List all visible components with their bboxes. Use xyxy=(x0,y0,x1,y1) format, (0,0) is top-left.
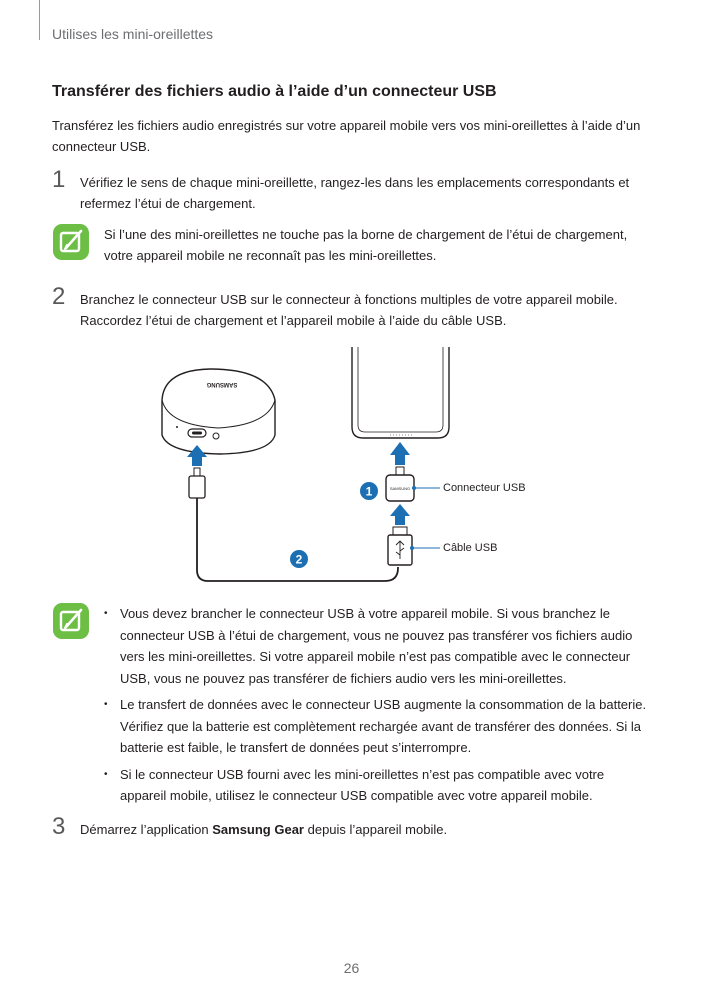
step-3-text-after: depuis l’appareil mobile. xyxy=(304,822,448,837)
usb-cable-label: Câble USB xyxy=(443,542,498,554)
arrow-up-icon xyxy=(390,504,410,525)
callout-1 xyxy=(360,482,378,500)
note-1-text: Si l’une des mini-oreillettes ne touche pas la borne de chargement de l’étui de chargement, votre appareil mobile ne reconnaît pas les mini-oreillettes. xyxy=(104,227,628,263)
step-3-text-before: Démarrez l’application xyxy=(80,822,213,837)
header-rule xyxy=(39,0,40,40)
charging-case-illustration xyxy=(162,369,275,454)
callout-1-label: 1 xyxy=(365,484,373,499)
mobile-phone-illustration xyxy=(352,347,449,438)
bullet-text: Vous devez brancher le connecteur USB à votre appareil mobile. Si vous branchez le connecteur USB à l’étui de chargement, vous ne pouvez pas transférer vos fichiers audio vers les mini-oreillettes. Si votre appareil mobile n’est pas compatible avec le connecteur USB, vous ne pouvez pas transférer de fichiers audio vers les mini-oreillettes. xyxy=(120,606,633,686)
usb-c-plug-illustration xyxy=(189,468,205,498)
section-header: Utilises les mini-oreillettes xyxy=(52,26,214,42)
note-2-bullet-list xyxy=(104,603,649,812)
step-2-number: 2 xyxy=(52,283,66,310)
usb-cable-plug-illustration xyxy=(388,527,412,565)
page-number: 26 xyxy=(343,960,360,976)
list-item: • Vous devez brancher le connecteur USB à votre appareil mobile. Si vous branchez le connecteur USB à l’étui de chargement, vous ne pouvez pas transférer vos fichiers audio vers les mini-oreillettes. Si votre appareil mobile n’est pas compatible avec le connecteur USB, vous ne pouvez pas transférer de fichiers audio vers les mini-oreillettes. xyxy=(104,606,633,686)
intro-paragraph: Transférez les fichiers audio enregistrés sur votre appareil mobile vers vos mini-oreillettes à l’aide d’un connecteur USB. xyxy=(52,118,641,154)
note-icon xyxy=(53,224,89,260)
arrow-up-icon xyxy=(390,442,410,465)
step-1-number: 1 xyxy=(52,166,66,193)
bullet-text: Le transfert de données avec le connecteur USB augmente la consommation de la batterie. Vérifiez que la batterie est complètement rechargée avant de transférer des données. Si la batterie est faible, le transfert de données peut s’interrompre. xyxy=(120,697,647,755)
page-title: Transférer des fichiers audio à l’aide d’un connecteur USB xyxy=(52,83,497,100)
callout-2 xyxy=(290,550,308,568)
usb-connector-illustration xyxy=(386,467,414,501)
case-brand-label: SAMSUNG xyxy=(206,381,238,387)
step-1-text: Vérifiez le sens de chaque mini-oreillette, rangez-les dans les emplacements correspondants et refermez l’étui de chargement. xyxy=(80,175,630,211)
callout-2-label: 2 xyxy=(295,552,303,567)
note-icon xyxy=(53,603,89,639)
step-3-text xyxy=(80,819,650,840)
bullet-text: Si le connecteur USB fourni avec les mini-oreillettes n’est pas compatible avec votre appareil mobile, utilisez le connecteur USB compatible avec votre appareil mobile. xyxy=(120,766,605,803)
usb-connector-label: Connecteur USB xyxy=(443,482,526,494)
samsung-gear-app-name: Samsung Gear xyxy=(212,822,304,837)
list-item: • Le transfert de données avec le connecteur USB augmente la consommation de la batterie. Vérifiez que la batterie est complètement rechargée avant de transférer des données. Si la batterie est faible, le transfert de données peut s’interrompre. xyxy=(104,697,647,755)
step-2-text: Branchez le connecteur USB sur le connecteur à fonctions multiples de votre appareil mobile. Raccordez l’étui de chargement et l’appareil mobile à l’aide du câble USB. xyxy=(80,292,618,328)
step-3-number: 3 xyxy=(52,813,66,840)
connector-brand-label: SAMSUNG xyxy=(389,486,411,491)
list-item: • Si le connecteur USB fourni avec les mini-oreillettes n’est pas compatible avec votre appareil mobile, utilisez le connecteur USB compatible avec votre appareil mobile. xyxy=(104,766,605,803)
